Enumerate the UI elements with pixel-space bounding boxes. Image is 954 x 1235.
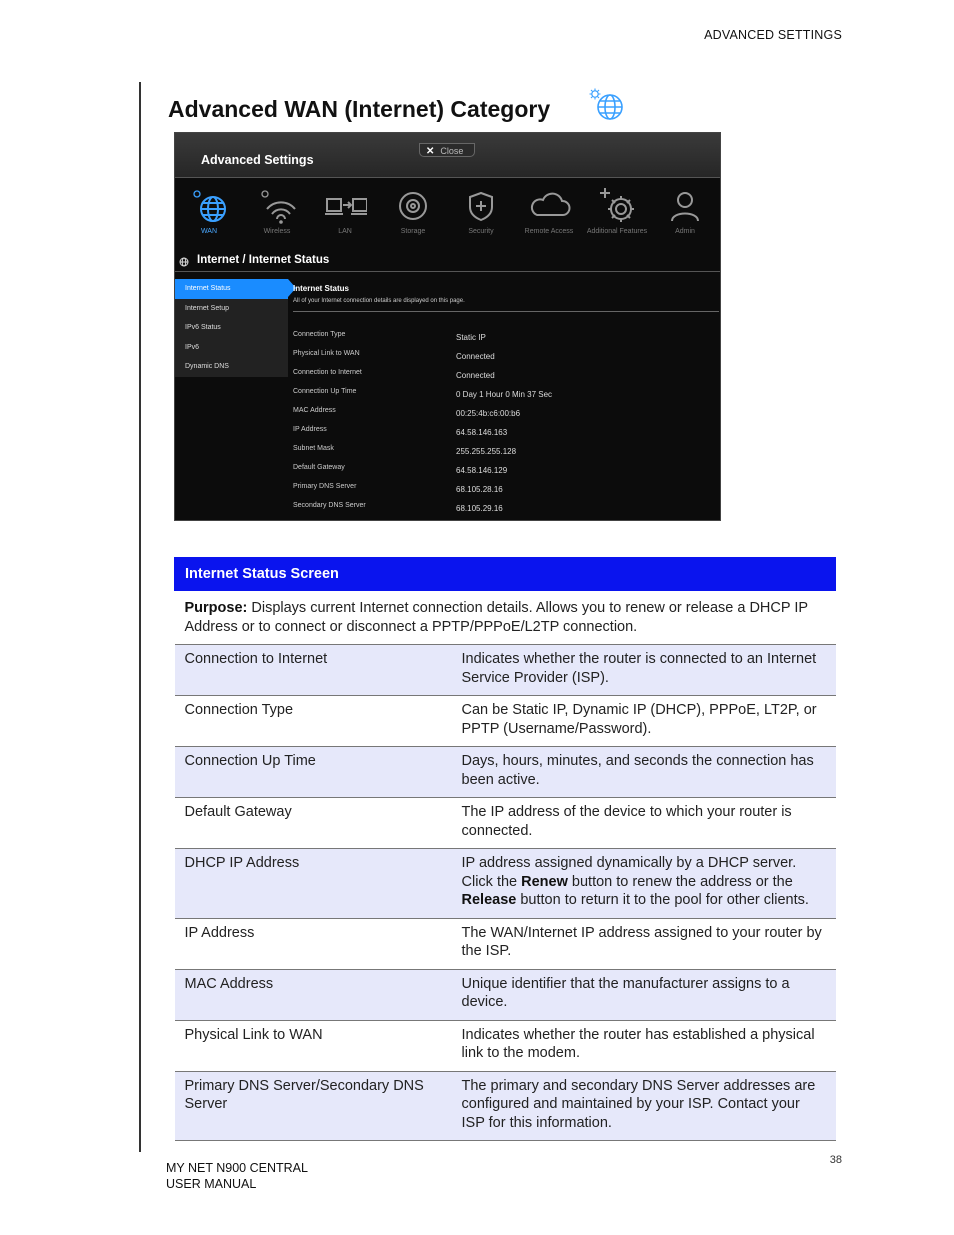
status-value: 255.255.255.128 xyxy=(456,447,517,456)
row-desc: The WAN/Internet IP address assigned to your router by the ISP. xyxy=(452,918,836,969)
table-row xyxy=(175,1071,836,1141)
sidebar-item-internet-setup[interactable]: Internet Setup xyxy=(185,304,229,312)
nav-additional-features-label: Additional Features xyxy=(586,228,648,235)
nav-wireless[interactable] xyxy=(243,179,311,249)
cloud-icon xyxy=(529,185,571,227)
status-value: 68.105.28.16 xyxy=(456,485,503,494)
row-term: Connection Type xyxy=(175,696,452,747)
footer xyxy=(166,1161,308,1192)
close-icon: ✕ xyxy=(426,146,435,157)
desc-part: button to renew the address or the xyxy=(567,873,793,890)
row-desc: The IP address of the device to which your router is connected. xyxy=(452,798,836,849)
row-desc: Indicates whether the router has established a physical link to the modem. xyxy=(452,1020,836,1071)
table-row xyxy=(175,696,836,747)
internet-status-table xyxy=(174,557,836,1141)
status-value: 68.105.29.16 xyxy=(456,504,503,513)
screenshot-window-title: Advanced Settings xyxy=(201,153,314,167)
small-globe-icon xyxy=(179,257,189,267)
row-term: MAC Address xyxy=(175,969,452,1020)
nav-wan[interactable] xyxy=(175,179,243,249)
row-term: Connection to Internet xyxy=(175,645,452,696)
table-title: Internet Status Screen xyxy=(175,558,836,591)
status-value: 0 Day 1 Hour 0 Min 37 Sec xyxy=(456,390,553,399)
nav-lan-label: LAN xyxy=(338,228,352,235)
close-button[interactable] xyxy=(419,143,475,157)
row-desc: Indicates whether the router is connected to an Internet Service Provider (ISP). xyxy=(452,645,836,696)
footer-manual: USER MANUAL xyxy=(166,1176,257,1191)
nav-remote-access-label: Remote Access xyxy=(524,228,574,235)
lan-icon xyxy=(325,185,367,227)
status-row xyxy=(293,407,713,426)
nav-wireless-label: Wireless xyxy=(263,228,291,235)
sidebar-item-dynamic-dns[interactable]: Dynamic DNS xyxy=(185,363,229,371)
purpose-text: Displays current Internet connection details. Allows you to renew or release a DHCP IP Address or to connect or disconnect a PPTP/PPPoE/L2TP connection. xyxy=(184,600,808,635)
row-desc xyxy=(452,849,836,919)
close-label: Close xyxy=(440,146,464,156)
status-key: Secondary DNS Server xyxy=(293,502,366,509)
margin-rule xyxy=(139,82,141,1152)
row-term: DHCP IP Address xyxy=(175,849,452,919)
wan-globe-icon xyxy=(588,86,628,129)
router-screenshot xyxy=(174,132,721,521)
user-icon xyxy=(665,185,707,227)
status-key: Connection to Internet xyxy=(293,369,362,376)
status-key: Subnet Mask xyxy=(293,445,334,452)
row-desc: Days, hours, minutes, and seconds the connection has been active. xyxy=(452,747,836,798)
status-value: Static IP xyxy=(456,333,486,342)
nav-wan-label: WAN xyxy=(200,228,218,235)
page-title: Advanced WAN (Internet) Category xyxy=(168,96,551,122)
sidebar-item-ipv6[interactable]: IPv6 xyxy=(185,343,200,351)
table-row xyxy=(175,969,836,1020)
main-divider xyxy=(293,311,719,312)
status-value: Connected xyxy=(456,371,495,380)
table-row xyxy=(175,918,836,969)
globe-icon xyxy=(189,185,231,227)
nav-storage[interactable] xyxy=(379,179,447,249)
row-term: Connection Up Time xyxy=(175,747,452,798)
purpose-cell xyxy=(175,591,836,645)
status-key: Default Gateway xyxy=(293,464,345,471)
status-value: 64.58.146.163 xyxy=(456,428,508,437)
row-term: Default Gateway xyxy=(175,798,452,849)
status-row xyxy=(293,445,713,464)
table-row xyxy=(175,747,836,798)
status-row xyxy=(293,331,713,350)
status-value: Connected xyxy=(456,352,495,361)
footer-product: MY NET N900 CENTRAL xyxy=(166,1161,308,1175)
nav-lan[interactable] xyxy=(311,179,379,249)
main-description: All of your Internet connection details are displayed on this page. xyxy=(293,298,465,304)
sidebar-item-ipv6-status[interactable]: IPv6 Status xyxy=(185,324,221,332)
table-row xyxy=(175,1020,836,1071)
main-header xyxy=(293,284,721,304)
status-key: IP Address xyxy=(293,426,327,433)
category-nav xyxy=(175,179,720,249)
nav-additional-features[interactable] xyxy=(583,179,651,249)
status-value: 64.58.146.129 xyxy=(456,466,508,475)
nav-admin-label: Admin xyxy=(675,228,695,235)
desc-part: IP address assigned dynamically by a DHCP server. Click the xyxy=(461,855,797,890)
sidebar-item-internet-status[interactable]: Internet Status xyxy=(175,279,288,299)
row-term: Physical Link to WAN xyxy=(175,1020,452,1071)
storage-icon xyxy=(393,185,435,227)
screenshot-titlebar xyxy=(175,133,720,178)
status-row xyxy=(293,388,713,407)
nav-remote-access[interactable] xyxy=(515,179,583,249)
nav-admin[interactable] xyxy=(651,179,719,249)
status-key: Connection Type xyxy=(293,331,346,338)
release-term: Release xyxy=(461,892,517,908)
screenshot-sidebar xyxy=(175,279,288,377)
status-key: MAC Address xyxy=(293,407,336,414)
table-row xyxy=(175,798,836,849)
wifi-icon xyxy=(257,185,299,227)
status-row xyxy=(293,369,713,388)
page-number: 38 xyxy=(829,1154,842,1166)
shield-icon xyxy=(461,185,503,227)
status-row xyxy=(293,426,713,445)
row-term: IP Address xyxy=(175,918,452,969)
renew-term: Renew xyxy=(521,873,568,890)
table-row xyxy=(175,849,836,919)
row-desc: Can be Static IP, Dynamic IP (DHCP), PPPoE, LT2P, or PPTP (Username/Password). xyxy=(452,696,836,747)
desc-part: button to return it to the pool for other clients. xyxy=(516,892,809,908)
nav-storage-label: Storage xyxy=(400,228,426,235)
main-heading: Internet Status xyxy=(293,284,350,293)
section-bar xyxy=(175,251,720,272)
table-row xyxy=(175,645,836,696)
purpose-label: Purpose: xyxy=(184,600,248,616)
nav-security-label: Security xyxy=(468,228,494,235)
status-key: Physical Link to WAN xyxy=(293,350,360,357)
status-row xyxy=(293,464,713,483)
status-row xyxy=(293,483,713,502)
row-desc: Unique identifier that the manufacturer assigns to a device. xyxy=(452,969,836,1020)
status-row xyxy=(293,502,713,521)
nav-security[interactable] xyxy=(447,179,515,249)
status-value: 00:25:4b:c6:00:b6 xyxy=(456,409,521,418)
status-key: Connection Up Time xyxy=(293,388,357,395)
status-row xyxy=(293,350,713,369)
row-desc: The primary and secondary DNS Server addresses are configured and maintained by your ISP. Contact your ISP for this information. xyxy=(452,1071,836,1141)
row-term: Primary DNS Server/Secondary DNS Server xyxy=(175,1071,452,1141)
section-title: Internet / Internet Status xyxy=(197,254,330,266)
status-key: Primary DNS Server xyxy=(293,483,357,490)
running-header: ADVANCED SETTINGS xyxy=(704,28,842,42)
gear-plus-icon xyxy=(597,185,639,227)
